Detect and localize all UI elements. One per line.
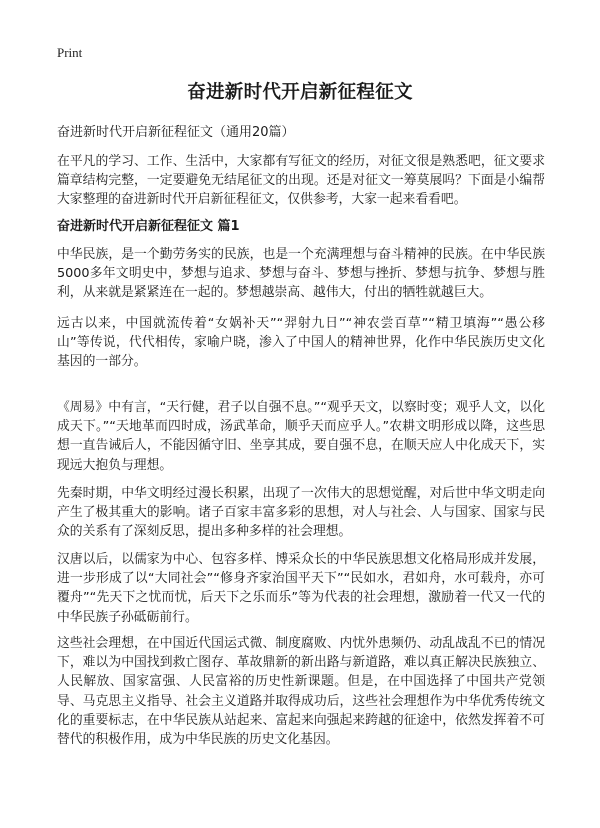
body-paragraph: 中华民族，是一个勤劳务实的民族，也是一个充满理想与奋斗精神的民族。在中华民族5000多年文明史中，梦想与追求、梦想与奋斗、梦想与挫折、梦想与抗争、梦想与胜利，从来就是紧紧连在一起的。梦想越崇高、越伟大，付出的牺牲就越巨大。 [57, 247, 545, 301]
body-paragraph: 汉唐以后，以儒家为中心、包容多样、博采众长的中华民族思想文化格局形成并发展，进一步形成了以“大同社会”“修身齐家治国平天下”“民如水，君如舟，水可载舟，亦可覆舟”“先天下之忧而忧，后天下之乐而乐”等为代表的社会理想，激励着一代又一代的中华民族子孙砥砺前行。 [57, 552, 545, 625]
document-subtitle: 奋进新时代开启新征程征文（通用20篇） [57, 125, 295, 140]
print-link[interactable]: Print [57, 45, 83, 60]
document-title: 奋进新时代开启新征程征文 [187, 82, 413, 103]
body-paragraph: 《周易》中有言，“天行健，君子以自强不息。”“观乎天文，以察时变；观乎人文，以化成天下。”“天地革而四时成，汤武革命，顺乎天而应乎人。”农耕文明形成以降，这些思想一直告诫后人，不能因循守旧、坐享其成，要自强不息，在顺天应人中化成天下，实现远大抱负与理想。 [57, 400, 545, 473]
section-heading: 奋进新时代开启新征程征文 篇1 [57, 219, 240, 234]
body-paragraph: 这些社会理想，在中国近代国运式微、制度腐败、内忧外患频仍、动乱战乱不已的情况下，难以为中国找到救亡图存、革故鼎新的新出路与新道路，难以真正解决民族独立、人民解放、国家富强、人民富裕的历史性新课题。但是，在中国选择了中国共产党领导、马克思主义指导、社会主义道路并取得成功后，这些社会理想作为中华优秀传统文化的重要标志，在中华民族从站起来、富起来向强起来跨越的征途中，依然发挥着不可替代的积极作用，成为中华民族的历史文化基因。 [57, 636, 545, 748]
body-paragraph: 远古以来，中国就流传着“女娲补天”“羿射九日”“神农尝百草”“精卫填海”“愚公移山”等传说，代代相传，家喻户晓，渗入了中国人的精神世界，化作中华民族历史文化基因的一部分。 [57, 316, 545, 370]
body-paragraph: 先秦时期，中华文明经过漫长积累，出现了一次伟大的思想觉醒，对后世中华文明走向产生了极其重大的影响。诸子百家丰富多彩的思想，对人与社会、人与国家、国家与民众的关系有了深刻反思，提出多种多样的社会理想。 [57, 486, 545, 540]
intro-paragraph: 在平凡的学习、工作、生活中，大家都有写征文的经历，对征文很是熟悉吧，征文要求篇章结构完整，一定要避免无结尾征文的出现。还是对征文一筹莫展吗？下面是小编帮大家整理的奋进新时代开启新征程征文，仅供参考，大家一起来看看吧。 [57, 154, 545, 208]
